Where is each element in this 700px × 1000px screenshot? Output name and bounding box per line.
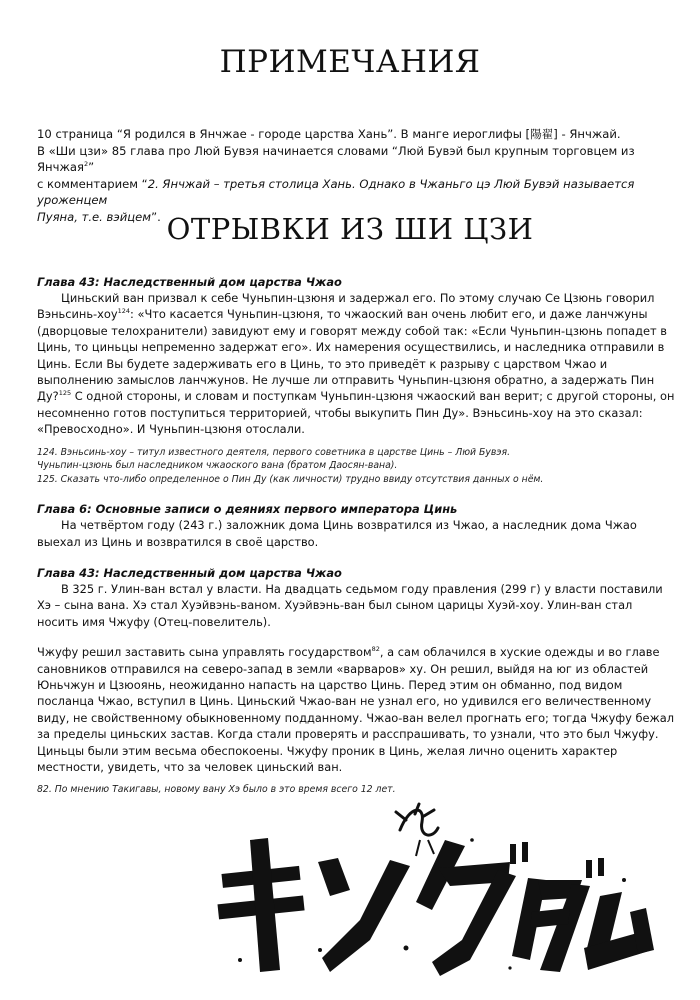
excerpt-section	[37, 275, 677, 486]
footnote-ref: 82	[371, 645, 380, 654]
excerpt-section	[37, 566, 677, 797]
footnote: 82. По мнению Такигавы, новому вану Хэ было в это время всего 12 лет.	[37, 784, 396, 796]
footnote: 125. Сказать что-либо определенное о Пин Ду (как личности) трудно ввиду отсутствия данных о нём.	[37, 473, 544, 485]
footnote: Чуньпин-цзюнь был наследником чжаоского вана (братом Даосян-вана).	[37, 460, 398, 472]
excerpts	[37, 275, 677, 813]
notes-block	[37, 126, 677, 225]
footnote-ref: 124	[117, 307, 131, 316]
footnotes	[37, 783, 677, 797]
section-text: Чжуфу решил заставить сына управлять государством$^{82}$, а сам облачился в хуские одежды и во главе сановников отправился на северо-запад в земли «варваров» ху. Он решил, выйдя на юг из областей Юньчжун и Цзюоянь, неожиданно напасть на царство Цинь. Перед этим он обманно, под видом посланца Чжао, вступил в Цинь. Циньский Чжао-ван не узнал его, но удивился его величественному виду, не свойственному обыкновенному подданному. Чжао-ван велел прогнать его; тогда Чжуфу бежал за пределы циньских застав. Когда стали проверять и расспрашивать, то узнали, что это был Чжуфу. Циньцы были этим весьма обеспокоены. Чжуфу проник в Цинь, желая лично оценить характер местности, увидеть, что за человек циньский ван.	[37, 645, 675, 775]
section-heading: Глава 43: Наследственный дом царства Чжао	[37, 565, 342, 580]
page-title: ПРИМЕЧАНИЯ	[219, 44, 481, 80]
footnote-ref: 125	[58, 389, 72, 398]
kingdom-logo-icon	[210, 800, 655, 980]
footnote: 124. Вэньсинь-хоу – титул известного деятеля, первого советника в царстве Цинь – Люй Бувэя.	[37, 446, 511, 458]
section-text: Циньский ван призвал к себе Чуньпин-цзюня и задержал его. По этому случаю Се Цзюнь говорил Вэньсинь-хоу$^{124}$: «Что касается Чуньпин-цзюня, то чжаоский ван очень любит его, и даже ланчжуны (дворцовые телохранители) завидуют ему и говорят между собой так: «Если Чуньпин-цзюнь попадет в Цинь, то циньцы непременно задержат его». Их намерения осуществились, и наследника отправили в Цинь. Если Вы будете задерживать его в Цинь, то это приведёт к разрыву с царством Чжао и выполнению замыслов ланчжунов. Не лучше ли отправить Чуньпин-цзюня обратно, а задержать Пин Ду?$^{125}$ С одной стороны, и словам и поступкам Чуньпин-цзюня чжаоский ван верит; с другой стороны, он несомненно готов поступиться территорией, чтобы выкупить Пин Ду». Вэньсинь-хоу на это сказал: «Превосходно». И Чуньпин-цзюня отослали.	[37, 291, 675, 437]
note-quote: Пуяна, т.е. вэйцем	[37, 209, 152, 224]
footnotes	[37, 446, 677, 487]
note-line: 10 страница “Я родился в Янчжае - городе царства Хань”. В манге иероглифы [陽翟] - Янчжай.	[37, 127, 621, 141]
note-quote: 2. Янчжай – третья столица Хань. Однако в Чжаньго цэ Люй Бувэй называется уроженцем	[37, 176, 635, 207]
note-line: В «Ши цзи» 85 глава про Люй Бувэя начинается словами “Люй Бувэй был крупным торговцем из Янчжая$^2$”	[37, 143, 635, 174]
section-text: На четвёртом году (243 г.) заложник дома Цинь возвратился из Чжао, а наследник дома Чжао выехал из Цинь и возвратился в своё царство.	[37, 518, 637, 549]
section-heading: Глава 6: Основные записи о деяниях первого императора Цинь	[37, 502, 458, 517]
section-title: ОТРЫВКИ ИЗ ШИ ЦЗИ	[166, 212, 534, 246]
section-heading: Глава 43: Наследственный дом царства Чжао	[37, 275, 342, 289]
excerpt-section	[37, 502, 677, 550]
note-line: Пуяна, т.е. вэйцем”.	[37, 209, 161, 224]
footnote-ref: 2	[84, 160, 89, 169]
section-text: В 325 г. Улин-ван встал у власти. На двадцать седьмом году правления (299 г) у власти поставили Хэ – сына вана. Хэ стал Хуэйвэнь-ваном. Хуэйвэнь-ван был сыном царицы Хуэй-хоу. Улин-ван стал носить имя Чжуфу (Отец-повелитель).	[37, 581, 663, 629]
note-line: с комментарием “2. Янчжай – третья столица Хань. Однако в Чжаньго цэ Люй Бувэй называется уроженцем	[37, 176, 635, 207]
